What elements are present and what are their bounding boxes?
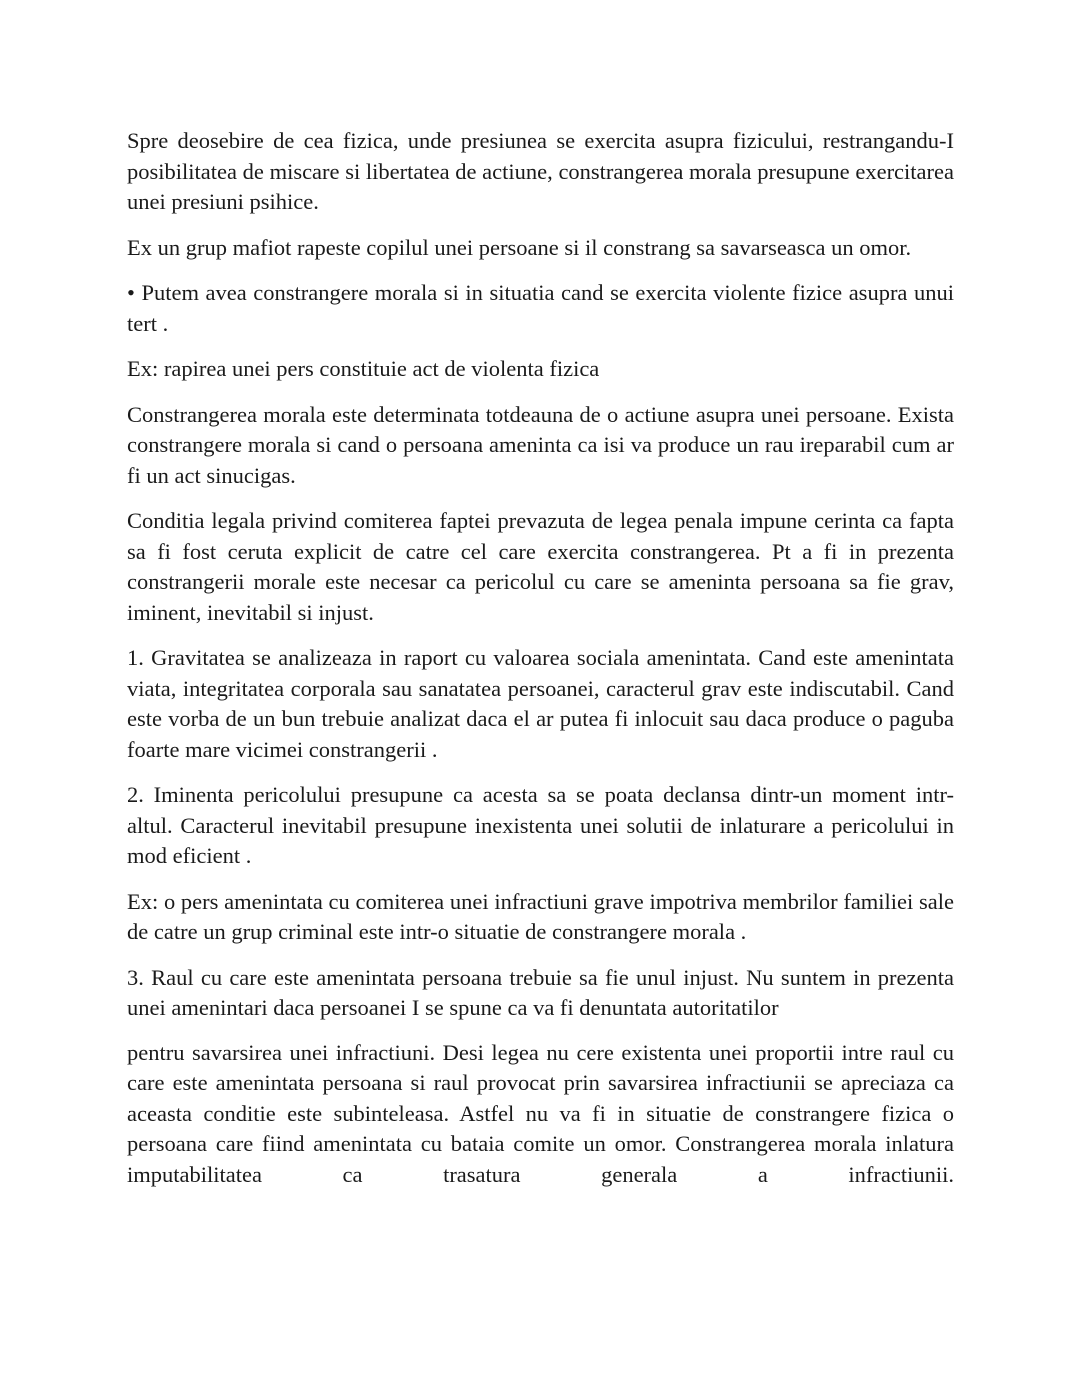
list-item-gravity: 1. Gravitatea se analizeaza in raport cu valoarea sociala amenintata. Cand este amenintata viata, integritatea corporala sau sanatatea persoanei, caracterul grav este indiscutabil. Cand este vorba de un bun trebuie analizat daca el ar putea fi inlocuit sau daca produce o paguba foarte mare vicimei constrangerii . [127, 645, 954, 762]
document-body [127, 126, 954, 1205]
paragraph-example-family-threat: Ex: o pers amenintata cu comiterea unei infractiuni grave impotriva membrilor familiei sale de catre un grup criminal este intr-o situatie de constrangere morala . [127, 888, 954, 944]
paragraph-moral-coercion-determined: Constrangerea morala este determinata totdeauna de o actiune asupra unei persoane. Exista constrangere morala si cand o persoana ameninta ca isi va produce un rau ireparabil cum ar fi un act sinucigas. [127, 401, 954, 488]
bullet-item-violence-third-party: • Putem avea constrangere morala si in situatia cand se exercita violente fizice asupra unui tert . [127, 280, 954, 336]
paragraph-proportionality: pentru savarsirea unei infractiuni. Desi legea nu cere existenta unei proportii intre raul cu care este amenintata persoana si raul provocat prin savarsirea infractiunii se apreciaza ca aceasta conditie este subinteleasa. Astfel nu va fi in situatie de constrangere fizica o persoana care fiind amenintata cu bataia comite un omor. Constrangerea morala inlatura imputabilitatea ca trasatura generala a infractiunii. [127, 1039, 954, 1187]
paragraph-legal-condition: Conditia legala privind comiterea faptei prevazuta de legea penala impune cerinta ca fapta sa fi fost ceruta explicit de catre cel care exercita constrangerea. Pt a fi in prezenta constrangerii morale este necesar ca pericolul cu care se ameninta persoana sa fie grav, iminent, inevitabil si injust. [127, 508, 954, 625]
list-item-imminence: 2. Iminenta pericolului presupune ca acesta sa se poata declansa dintr-un moment intr- altul. Caracterul inevitabil presupune inexistenta unei solutii de inlaturare a pericolului in mod eficient . [127, 782, 954, 868]
paragraph-example-kidnapping-violence: Ex: rapirea unei pers constituie act de violenta fizica [127, 356, 600, 381]
paragraph-physical-vs-moral-coercion: Spre deosebire de cea fizica, unde presiunea se exercita asupra fizicului, restrangandu-I posibilitatea de miscare si libertatea de actiune, constrangerea morala presupune exercitarea unei presiuni psihice. [127, 128, 954, 214]
paragraph-example-mafia-kidnapping: Ex un grup mafiot rapeste copilul unei persoane si il constrang sa savarseasca un omor. [127, 234, 912, 260]
list-item-injustice: 3. Raul cu care este amenintata persoana trebuie sa fie unul injust. Nu suntem in prezenta unei amenintari daca persoanei I se spune ca va fi denuntata autoritatilor [127, 964, 954, 1020]
